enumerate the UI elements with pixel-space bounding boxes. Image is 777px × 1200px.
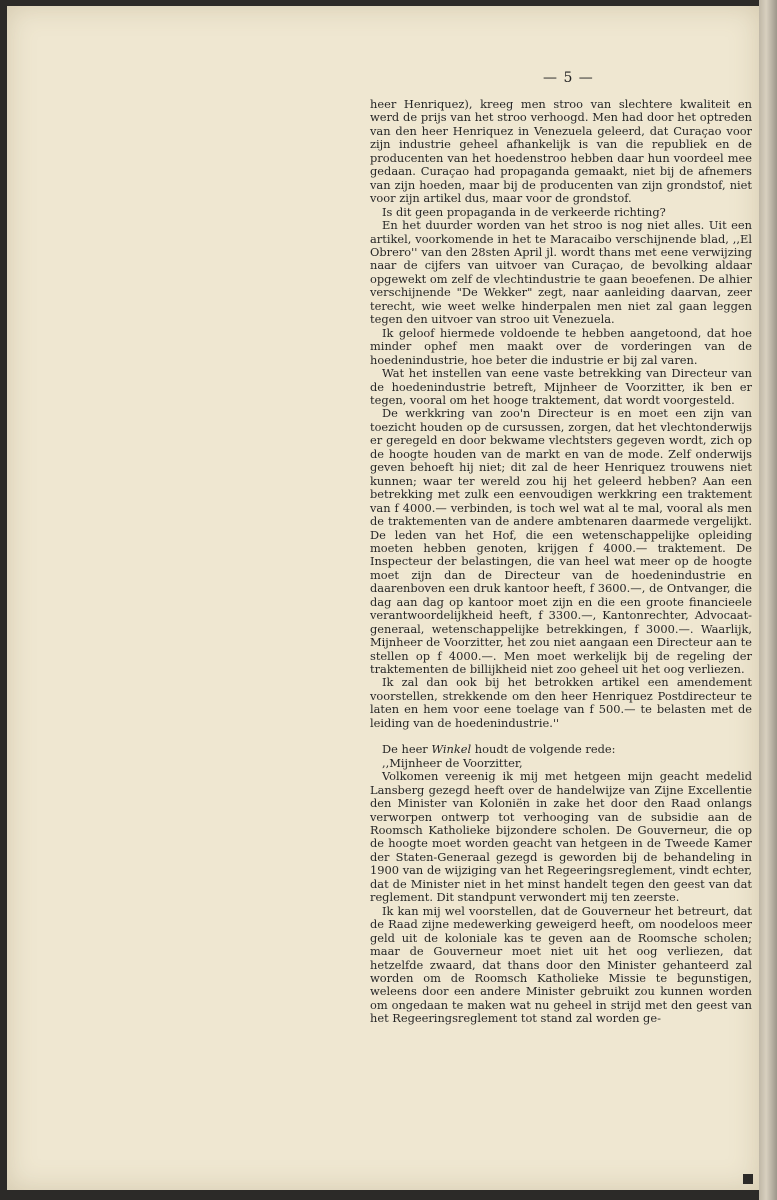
speech-intro-before: De heer (382, 742, 432, 757)
paragraph: Is dit geen propaganda in de verkeerde richting? (382, 204, 666, 219)
paragraph: En het duurder worden van het stroo is nog niet alles. Uit een artikel, voorkomende in het te Maracaibo verschijnende blad, ,,El Obrero'' van den 28sten April jl. wordt thans met eene verwijzing naar de cijfers van uitvoer van Curaçao, de bevolking aldaar opgewekt om zelf de vlechtindustrie te gaan beoefenen. De alhier verschijnende "De Wekker" zegt, naar aanleiding daarvan, zeer terecht, wie weet welke hinderpalen men niet zal gaan leggen tegen den uitvoer van stroo uit Venezuela. (370, 218, 752, 327)
speech-intro-after: houdt de volgende rede: (471, 742, 616, 757)
paragraph: heer Henriquez), kreeg men stroo van slechtere kwaliteit en werd de prijs van het stroo verhoogd. Men had door het optreden van den heer Henriquez in Venezuela geleerd, dat Curaçao voor zijn industrie geheel afhankelijk is van die republiek en de producenten van het hoedenstroo hebben daar hun voordeel mee gedaan. Curaçao had propaganda gemaakt, niet bij de afnemers van zijn hoeden, maar bij de producenten van zijn grondstof, niet voor zijn artikel dus, maar voor de grondstof. (370, 97, 752, 206)
page-number: — 5 — (543, 70, 594, 86)
body-text (370, 98, 752, 1026)
page-edge-strip (759, 0, 777, 1200)
salutation: ,,Mijnheer de Voorzitter, (382, 755, 523, 770)
speech-intro (370, 743, 752, 756)
paragraph: Ik geloof hiermede voldoende te hebben aangetoond, dat hoe minder ophef men maakt over de vorderingen van de hoedenindustrie, hoe beter die industrie er bij zal varen. (370, 325, 752, 367)
paragraph: Wat het instellen van eene vaste betrekking van Directeur van de hoedenindustrie betreft, Mijnheer de Voorzitter, ik ben er tegen, vooral om het hooge traktement, dat wordt voorgesteld. (370, 366, 752, 407)
speech-paragraph: Volkomen vereenig ik mij met hetgeen mijn geacht medelid Lansberg gezegd heeft over de handelwijze van Zijne Excellentie den Minister van Koloniën in zake het door den Raad onlangs verworpen ontwerp tot verhooging van de subsidie aan de Roomsch Katholieke bijzondere scholen. De Gouverneur, die op de hoogte moet worden geacht van hetgeen in de Tweede Kamer der Staten-Generaal gezegd is geworden bij de behandeling in 1900 van de wijziging van het Regeeringsreglement, vindt echter, dat de Minister niet in het minst handelt tegen den geest van dat reglement. Dit standpunt verwondert mij ten zeerste. (370, 769, 752, 905)
paragraph: De werkkring van zoo'n Directeur is en moet een zijn van toezicht houden op de cursussen, zorgen, dat het vlechtonderwijs er geregeld en door bekwame vlechtsters gegeven wordt, zich op de hoogte houden van de markt en van de mode. Zelf onderwijs geven behoeft hij niet; dit zal de heer Henriquez trouwens niet kunnen; waar ter wereld zou hij het geleerd hebben? Aan een betrekking met zulk een eenvoudigen werkkring een traktement van f 4000.— verbinden, is toch wel wat al te mal, vooral als men de traktementen van de andere ambtenaren daarmede vergelijkt. De leden van het Hof, die een wetenschappelijke opleiding moeten hebben genoten, krijgen f 4000.— traktement. De Inspecteur der belastingen, die van heel wat meer op de hoogte moet zijn dan de Directeur van de hoedenindustrie en daarenboven een druk kantoor heeft, f 3600.—, de Ontvanger, die dag aan dag op kantoor moet zijn en die een groote financieele verantwoordelijkheid heeft, f 3300.—, Kantonrechter, Advocaat-generaal, wetenschappelijke betrekkingen, f 3000.—. Waarlijk, Mijnheer de Voorzitter, het zou niet aangaan een Directeur aan te stellen op f 4000.—. Men moet werkelijk bij de regeling der traktementen de billijkheid niet zoo geheel uit het oog verliezen. (370, 406, 752, 677)
speech-paragraph: Ik kan mij wel voorstellen, dat de Gouverneur het betreurt, dat de Raad zijne medewerking geweigerd heeft, om noodeloos meer geld uit de koloniale kas te geven aan de Roomsche scholen; maar de Gouverneur moet niet uit het oog verliezen, dat hetzelfde zwaard, dat thans door den Minister gehanteerd zal worden om de Roomsch Katholieke Missie te begunstigen, weleens door een andere Minister gebruikt zou kunnen worden om ongedaan te maken wat nu geheel in strijd met den geest van het Regeeringsreglement tot stand zal worden ge- (370, 903, 752, 1026)
scan-corner-marker (743, 1174, 753, 1184)
paragraph: Ik zal dan ook bij het betrokken artikel een amendement voorstellen, strekkende om den heer Henriquez Postdirecteur te laten en hem voor eene toelage van f 500.— te belasten met de leiding van de hoedenindustrie.'' (370, 675, 752, 730)
speaker-name: Winkel (431, 742, 472, 757)
